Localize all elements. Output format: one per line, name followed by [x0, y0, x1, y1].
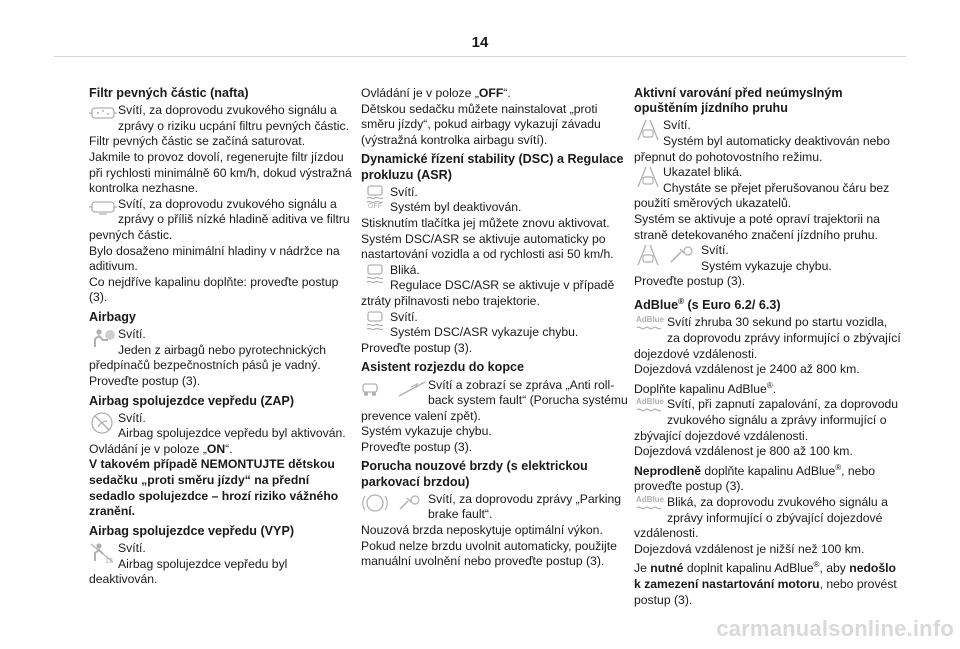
- lane-departure-warning-icon: [634, 165, 662, 195]
- header-divider: [54, 56, 906, 57]
- dpf-indicator-1-text: Svítí, za doprovodu zvukového signálu a zprávy o riziku ucpání filtru pevných částic.: [118, 103, 349, 133]
- lane-indicator-1-state: Svítí.: [663, 118, 691, 133]
- adblue-text-3: Dojezdová vzdálenost je 800 až 100 km.: [634, 444, 853, 459]
- dsc-indicator-2-state: Bliká.: [390, 262, 420, 277]
- heading-adblue-a: AdBlue: [634, 298, 679, 313]
- dsc-indicator-1-state: Svítí.: [390, 184, 418, 199]
- heading-zap: Airbag spolujezdce vepředu (ZAP): [89, 393, 295, 408]
- column-1: [89, 86, 357, 592]
- column-2: [361, 86, 629, 574]
- dsc-text-1: Stisknutím tlačítka jej můžete znovu aktivovat.: [361, 215, 610, 230]
- hill-text-2: Proveďte postup (3).: [361, 439, 473, 454]
- dsc-icon: [361, 263, 389, 293]
- adblue-indicator-3: [634, 495, 902, 542]
- adblue-indicator-2: [634, 397, 902, 444]
- lane-indicator-1: [634, 118, 902, 165]
- off-text-1a: Ovládání je v poloze „: [361, 86, 479, 100]
- dsc-indicator-3: [361, 310, 629, 341]
- off-text-1c: “.: [503, 86, 511, 100]
- section-dpf: [89, 86, 357, 306]
- adblue-text-5: Dojezdová vzdálenost je nižší než 100 km.: [634, 541, 865, 556]
- lane-indicator-3-text: Systém vykazuje chybu.: [701, 258, 832, 273]
- brake-text-1: Nouzová brzda neposkytuje optimální výkon.: [361, 523, 603, 538]
- section-zap: [89, 394, 357, 520]
- passenger-airbag-off-icon: [89, 541, 117, 571]
- vyp-indicator-state: Svítí.: [118, 541, 146, 556]
- dsc-off-icon: [361, 185, 389, 215]
- section-lane: [634, 86, 902, 290]
- adblue-text-4sup: ®: [835, 462, 842, 472]
- adblue-text-4a: Neprodleně: [634, 463, 702, 478]
- heading-vyp: Airbag spolujezdce vepředu (VYP): [89, 523, 295, 538]
- brake-fault-icon: [361, 492, 427, 522]
- adblue-text-2: [634, 378, 902, 398]
- dsc-indicator-2: [361, 263, 629, 310]
- zap-text-1c: “.: [225, 441, 233, 456]
- adblue-text-6a: Je: [634, 561, 651, 576]
- adblue-text-6d: , aby: [819, 561, 850, 576]
- adblue-icon-2-label: AdBlue: [636, 397, 664, 407]
- dsc-indicator-1: [361, 185, 629, 216]
- adblue-text-6e: nedošlo k zamezení nastartování motoru: [634, 561, 896, 592]
- zap-text-1: [89, 442, 357, 458]
- dpf-indicator-1: [89, 103, 357, 134]
- hill-text-1: Systém vykazuje chybu.: [361, 424, 492, 439]
- zap-warning: V takovém případě NEMONTUJTE dětskou sedačku „proti směru jízdy“ na přední sedadlo spolujezdce – hrozí riziko vážného zranění.: [89, 457, 339, 519]
- watermark: carmanualsonline.info: [716, 616, 954, 641]
- airbag-fault-icon: [89, 327, 117, 357]
- dpf-text-4: Co nejdříve kapalinu doplňte: proveďte postup (3).: [89, 274, 339, 305]
- heading-dpf: Filtr pevných částic (nafta): [89, 86, 249, 100]
- vyp-indicator-text: Airbag spolujezdce vepředu byl deaktivován.: [89, 556, 288, 587]
- zap-indicator-text: Airbag spolujezdce vepředu byl aktivován.: [118, 426, 346, 441]
- brake-text-2: Pokud nelze brzdu uvolnit automaticky, použijte manuální uvolnění nebo proveďte postup (3).: [361, 538, 617, 569]
- airbags-indicator-state: Svítí.: [118, 327, 146, 342]
- lane-indicator-3-state: Svítí.: [701, 243, 729, 258]
- airbags-indicator: [89, 327, 357, 374]
- adblue-text-6c: doplnit kapalinu AdBlue: [683, 561, 814, 576]
- dsc-indicator-1-text: Systém byl deaktivován.: [390, 200, 522, 215]
- off-text-1: [361, 86, 629, 102]
- adblue-text-6sup: ®: [813, 560, 820, 570]
- airbags-indicator-text: Jeden z airbagů nebo pyrotechnických předpínačů bezpečnostních pásů je vadný.: [89, 342, 326, 373]
- hill-start-icon: [361, 378, 427, 408]
- adblue-icon-3-label: AdBlue: [636, 494, 664, 504]
- adblue-text-6b: nutné: [650, 561, 684, 576]
- lane-indicator-3: [634, 243, 902, 274]
- section-airbags: [89, 310, 357, 390]
- lane-indicator-2-text: Chystáte se přejet přerušovanou čáru bez použití směrových ukazatelů.: [634, 180, 890, 211]
- zap-text-1a: Ovládání je v poloze „: [89, 441, 207, 456]
- dsc-fault-icon: [361, 310, 389, 340]
- column-3: [634, 86, 902, 612]
- adblue-indicator-2-text: Svítí, při zapnutí zapalování, za doprovodu zvukového signálu a zprávy informující o zbývající dojezdové vzdálenosti.: [634, 397, 899, 443]
- adblue-indicator-1: [634, 315, 902, 362]
- lane-indicator-1-text: Systém byl automaticky deaktivován nebo přepnut do pohotovostního režimu.: [634, 134, 890, 164]
- section-vyp: [89, 524, 357, 588]
- adblue-text-2a: Doplňte kapalinu AdBlue: [634, 381, 767, 396]
- dsc-text-3: Proveďte postup (3).: [361, 340, 473, 355]
- section-adblue: [634, 294, 902, 608]
- dsc-text-2: Systém DSC/ASR se aktivuje automaticky po nastartování vozidla a od rychlosti asi 50 km/h.: [361, 231, 614, 262]
- section-brake: [361, 459, 629, 569]
- adblue-text-2sup: ®: [766, 380, 773, 390]
- dpf-indicator-2: [89, 197, 357, 244]
- particle-filter-additive-icon: [89, 197, 117, 227]
- lane-indicator-2-state: Ukazatel bliká.: [663, 165, 743, 180]
- passenger-airbag-on-icon: [89, 411, 117, 441]
- adblue-icon-label: AdBlue: [636, 315, 664, 325]
- adblue-icon: [634, 315, 666, 345]
- adblue-text-1: Dojezdová vzdálenost je 2400 až 800 km.: [634, 362, 860, 377]
- hill-indicator: [361, 378, 629, 425]
- heading-adblue-b: (s Euro 6.2/ 6.3): [683, 298, 781, 313]
- lane-departure-icon: [634, 118, 662, 148]
- dpf-text-3: Bylo dosaženo minimální hladiny v nádržce na aditivum.: [89, 243, 340, 274]
- dpf-text-2: Jakmile to provoz dovolí, regenerujte filtr jízdou při rychlosti minimálně 60 km/h, dokud výstražná kontrolka nezhasne.: [89, 149, 352, 196]
- zap-indicator: [89, 411, 357, 442]
- adblue-icon-2: [634, 397, 666, 427]
- off-text-off: OFF: [478, 86, 504, 100]
- adblue-indicator-1-text: Svítí zhruba 30 sekund po startu vozidla, za doprovodu zprávy informující o zbývající dojezdové vzdálenosti.: [634, 315, 901, 361]
- dpf-text-1: Filtr pevných částic se začíná saturovat.: [89, 134, 306, 149]
- dsc-indicator-2-text: Regulace DSC/ASR se aktivuje v případě ztráty přilnavosti nebo trajektorie.: [361, 278, 615, 308]
- adblue-text-4: [634, 460, 902, 495]
- dsc-indicator-3-state: Svítí.: [390, 309, 418, 324]
- dsc-indicator-3-text: Systém DSC/ASR vykazuje chybu.: [390, 325, 579, 340]
- adblue-icon-3: [634, 495, 666, 525]
- vyp-indicator: [89, 541, 357, 588]
- off-text-2: Dětskou sedačku můžete nainstalovat „proti směru jízdy“, pokud airbagy vykazují závadu (výstražná kontrolka airbagu svítí).: [361, 101, 601, 147]
- brake-indicator-text: Svítí, za doprovodu zprávy „Parking brake fault“.: [428, 491, 622, 522]
- lane-fault-icon: [634, 243, 700, 273]
- heading-airbags: Airbagy: [89, 309, 136, 324]
- lane-text-2: Proveďte postup (3).: [634, 274, 746, 289]
- adblue-text-4c: , nebo proveďte postup (3).: [634, 463, 876, 494]
- airbags-text-1: Proveďte postup (3).: [89, 373, 201, 388]
- adblue-indicator-3-text: Bliká, za doprovodu zvukového signálu a zprávy informující o zbývající dojezdové vzdálenosti.: [634, 494, 888, 541]
- lane-text-1: Systém se aktivuje a poté opraví trajektorii na straně detekovaného značení jízdního pruhu.: [634, 211, 880, 242]
- hill-indicator-text: Svítí a zobrazí se zpráva „Anti roll-back system fault“ (Porucha systému prevence valení zpět).: [361, 377, 628, 423]
- heading-adblue-sup: ®: [678, 296, 684, 306]
- adblue-text-6f: , nebo provést postup (3).: [634, 577, 897, 607]
- zap-text-on: ON: [206, 441, 226, 456]
- particle-filter-icon: [89, 103, 117, 133]
- section-dsc: [361, 152, 629, 356]
- heading-dsc: Dynamické řízení stability (DSC) a Regulace prokluzu (ASR): [361, 152, 624, 182]
- heading-brake: Porucha nouzové brzdy (s elektrickou parkovací brzdou): [361, 459, 588, 489]
- adblue-text-2b: .: [772, 381, 777, 396]
- heading-adblue: [634, 294, 902, 313]
- heading-lane: Aktivní varování před neúmyslným opuštěním jízdního pruhu: [634, 86, 843, 116]
- zap-indicator-state: Svítí.: [118, 410, 146, 425]
- dpf-indicator-2-text: Svítí, za doprovodu zvukového signálu a zprávy o příliš nízké hladině aditiva ve filtru pevných částic.: [89, 196, 350, 242]
- dsc-off-icon-label: OFF: [368, 202, 382, 210]
- lane-indicator-2: [634, 165, 902, 212]
- section-hill: [361, 360, 629, 455]
- adblue-text-6: [634, 557, 902, 608]
- adblue-text-4b: doplňte kapalinu AdBlue: [701, 463, 836, 478]
- section-off: [361, 86, 629, 148]
- page-number: 14: [471, 34, 489, 51]
- heading-hill: Asistent rozjezdu do kopce: [361, 360, 525, 375]
- svg-text:12: 12: [105, 558, 113, 566]
- brake-indicator: [361, 492, 629, 523]
